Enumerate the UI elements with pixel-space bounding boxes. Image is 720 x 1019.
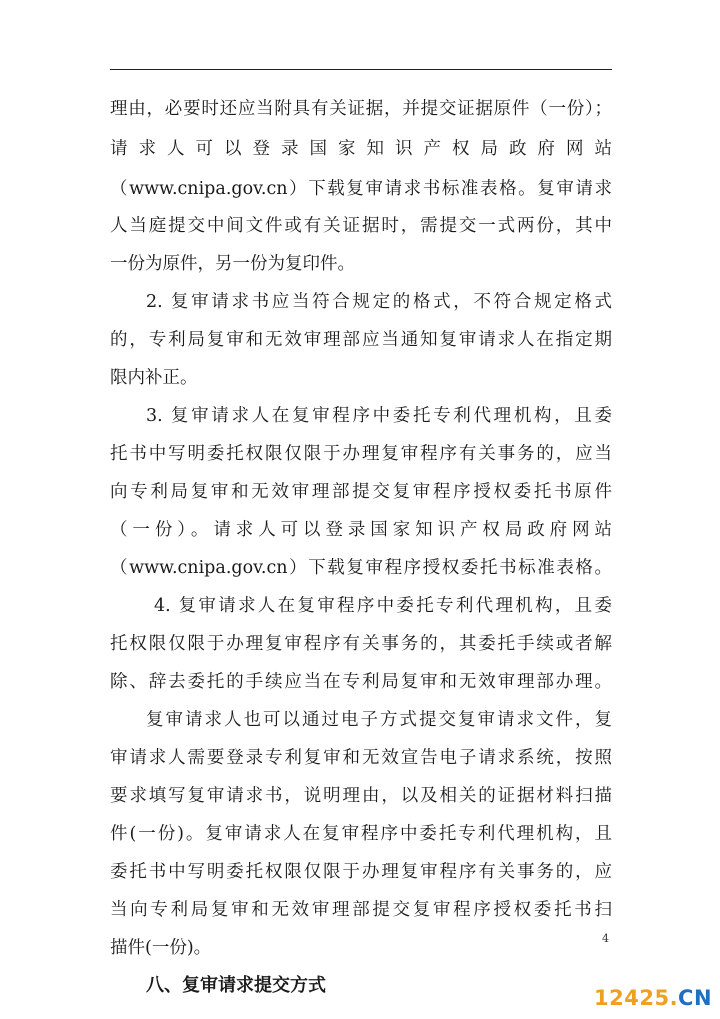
body-line: 当向专利局复审和无效审理部提交复审程序授权委托书扫 xyxy=(110,900,612,920)
body-line: 请求人可以登录国家知识产权局政府网站 xyxy=(110,139,612,159)
body-line: （一份）。请求人可以登录国家知识产权局政府网站 xyxy=(110,520,612,540)
body-line: 除、辞去委托的手续应当在专利局复审和无效审理部办理。 xyxy=(110,672,612,692)
body-line: 托权限仅限于办理复审程序有关事务的，其委托手续或者解 xyxy=(110,634,612,654)
body-line: 人当庭提交中间文件或有关证据时，需提交一式两份，其中 xyxy=(110,216,612,236)
section-heading: 八、复审请求提交方式 xyxy=(146,975,326,996)
body-line: 一份为原件，另一份为复印件。 xyxy=(110,254,355,274)
page-number: 4 xyxy=(602,932,609,945)
body-line: 审请求人需要登录专利复审和无效宣告电子请求系统，按照 xyxy=(110,748,612,768)
body-line: 的，专利局复审和无效审理部应当通知复审请求人在指定期 xyxy=(110,330,612,350)
body-line: （www.cnipa.gov.cn）下载复审请求书标准表格。复审请求 xyxy=(110,179,612,199)
body-line: 理由，必要时还应当附具有关证据，并提交证据原件（一份）； xyxy=(110,99,612,119)
watermark-digits: 12425 xyxy=(594,986,670,1010)
watermark-suffix: CN xyxy=(678,986,713,1010)
body-line: 向专利局复审和无效审理部提交复审程序授权委托书原件 xyxy=(110,482,612,502)
paragraph-2-line: 2. 复审请求书应当符合规定的格式，不符合规定格式 xyxy=(146,292,612,312)
paragraph-3-line: 3. 复审请求人在复审程序中委托专利代理机构，且委 xyxy=(146,406,612,426)
body-line: 限内补正。 xyxy=(110,368,198,388)
body-line: 要求填写复审请求书，说明理由，以及相关的证据材料扫描 xyxy=(110,786,612,806)
body-line: 描件(一份)。 xyxy=(110,938,212,958)
body-line: 件(一份)。复审请求人在复审程序中委托专利代理机构，且 xyxy=(110,824,612,844)
watermark-dot: . xyxy=(669,986,679,1010)
body-line: （www.cnipa.gov.cn）下载复审程序授权委托书标准表格。 xyxy=(110,558,612,578)
header-rule xyxy=(110,69,612,70)
watermark-logo xyxy=(594,986,712,1010)
body-line: 托书中写明委托权限仅限于办理复审程序有关事务的，应当 xyxy=(110,444,612,464)
paragraph-4-line: 4. 复审请求人在复审程序中委托专利代理机构，且委 xyxy=(154,596,612,616)
body-line: 委托书中写明委托权限仅限于办理复审程序有关事务的，应 xyxy=(110,862,612,882)
paragraph-5-line: 复审请求人也可以通过电子方式提交复审请求文件，复 xyxy=(146,710,612,730)
